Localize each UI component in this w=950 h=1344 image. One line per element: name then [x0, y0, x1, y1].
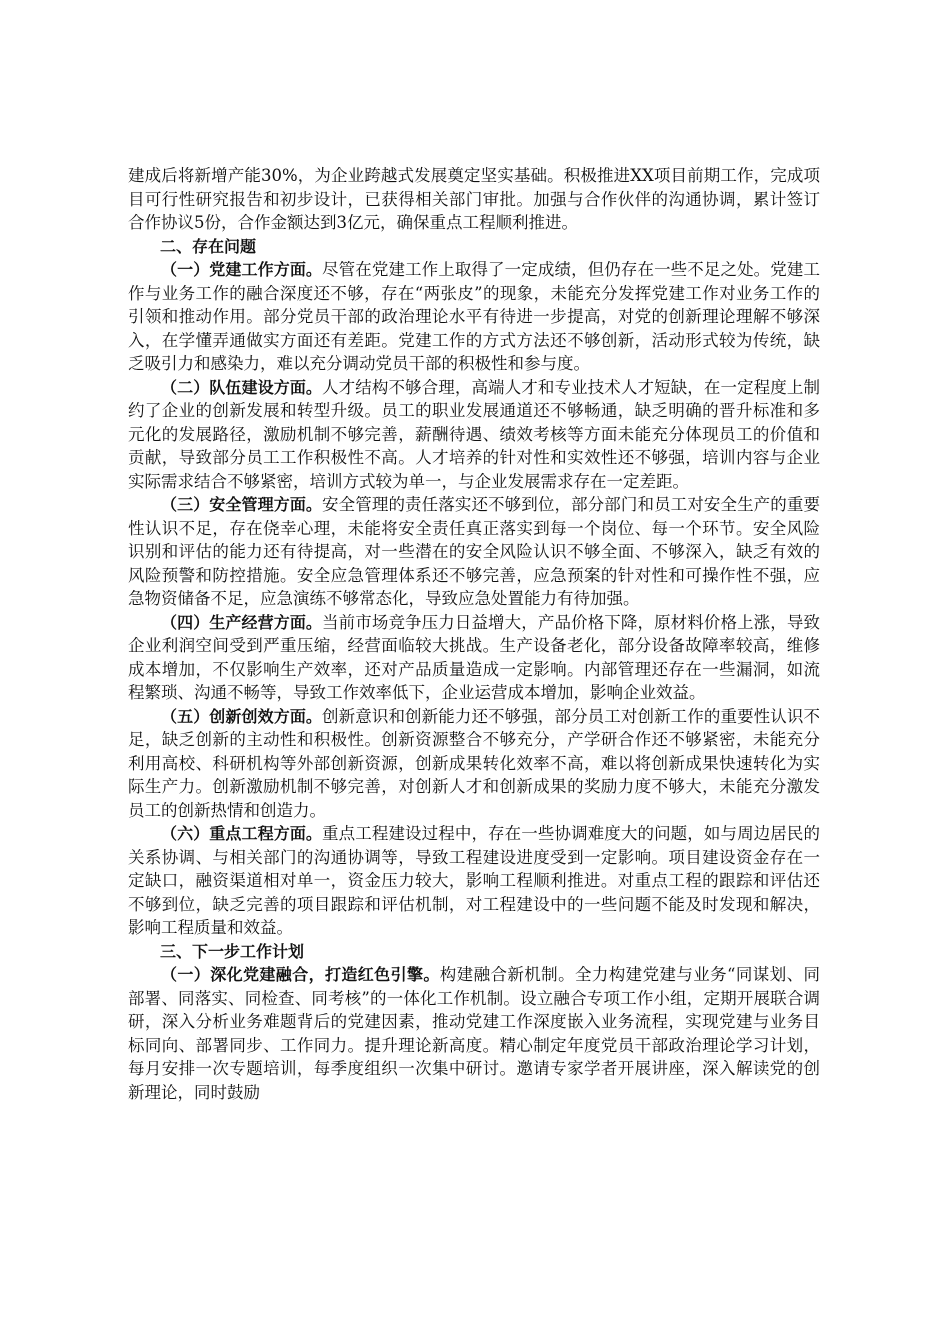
section-heading-problems: 二、存在问题 [160, 236, 257, 256]
paragraph-body: 尽管在党建工作上取得了一定成绩，但仍存在一些不足之处。党建工作与业务工作的融合深度还不够，存在“两张皮”的现象，未能充分发挥党建工作对业务工作的引领和推动作用。部分党员干部的政治理论水平有待进一步提高，对党的创新理论理解不够深入，在学懂弄通做实方面还有差距。党建工作的方式方法还不够创新，活动形式较为传统，缺乏吸引力和感染力，难以充分调动党员干部的积极性和参与度。 [128, 260, 820, 373]
problem-team-building [128, 376, 820, 494]
plan-party-integration [128, 963, 820, 1104]
problem-key-projects [128, 822, 820, 940]
paragraph-lead: （三）安全管理方面。 [161, 495, 323, 514]
problem-innovation [128, 705, 820, 823]
paragraph-lead: （一）深化党建融合，打造红色引擎。 [161, 965, 440, 984]
document-page [128, 164, 820, 1104]
problem-safety-management [128, 493, 820, 611]
paragraph-lead: （一）党建工作方面。 [161, 260, 323, 279]
paragraph-lead: （四）生产经营方面。 [161, 612, 323, 632]
paragraph-body: 当前市场竞争压力日益增大，产品价格下降，原材料价格上涨，导致企业利润空间受到严重压缩，经营面临较大挑战。生产设备老化，部分设备故障率较高，维修成本增加，不仅影响生产效率，还对产品质量造成一定影响。内部管理还存在一些漏洞，如流程繁琐、沟通不畅等，导致工作效率低下，企业运营成本增加，影响企业效益。 [128, 612, 820, 702]
section-heading-next-plan: 三、下一步工作计划 [160, 941, 305, 961]
problem-party-building [128, 258, 820, 376]
paragraph-body: 构建融合新机制。全力构建党建与业务“同谋划、同部署、同落实、同检查、同考核”的一体化工作机制。设立融合专项工作小组，定期开展联合调研，深入分析业务难题背后的党建因素，推动党建工作深度嵌入业务流程，实现党建与业务目标同向、部署同步、工作同力。提升理论新高度。精心制定年度党员干部政治理论学习计划，每月安排一次专题培训，每季度组织一次集中研讨。邀请专家学者开展讲座，深入解读党的创新理论，同时鼓励 [128, 965, 820, 1102]
paragraph-body: 人才结构不够合理，高端人才和专业技术人才短缺，在一定程度上制约了企业的创新发展和转型升级。员工的职业发展通道还不够畅通，缺乏明确的晋升标准和多元化的发展路径，激励机制不够完善，薪酬待遇、绩效考核等方面未能充分体现员工的价值和贡献，导致部分员工工作积极性不高。人才培养的针对性和实效性还不够强，培训内容与企业实际需求结合不够紧密，培训方式较为单一，与企业发展需求存在一定差距。 [128, 377, 820, 491]
problem-production-operation [128, 611, 820, 705]
paragraph-body: 创新意识和创新能力还不够强，部分员工对创新工作的重要性认识不足，缺乏创新的主动性和积极性。创新资源整合不够充分，产学研合作还不够紧密，未能充分利用高校、科研机构等外部创新资源，创新成果转化效率不高，难以将创新成果快速转化为实际生产力。创新激励机制不够完善，对创新人才和创新成果的奖励力度不够大，未能充分激发员工的创新热情和创造力。 [128, 706, 820, 820]
paragraph-body: 重点工程建设过程中，存在一些协调难度大的问题，如与周边居民的关系协调、与相关部门的沟通协调等，导致工程建设进度受到一定影响。项目建设资金存在一定缺口，融资渠道相对单一，资金压力较大，影响工程顺利推进。对重点工程的跟踪和评估还不够到位，缺乏完善的项目跟踪和评估机制，对工程建设中的一些问题不能及时发现和解决，影响工程质量和效益。 [128, 824, 820, 937]
paragraph-lead: （六）重点工程方面。 [161, 824, 323, 843]
paragraph-lead: （二）队伍建设方面。 [161, 377, 323, 397]
paragraph-body: 安全管理的责任落实还不够到位，部分部门和员工对安全生产的重要性认识不足，存在侥幸心理，未能将安全责任真正落实到每一个岗位、每一个环节。安全风险识别和评估的能力还有待提高，对一些潜在的安全风险认识不够全面、不够深入，缺乏有效的风险预警和防控措施。安全应急管理体系还不够完善，应急预案的针对性和可操作性不强，应急物资储备不足，应急演练不够常态化，导致应急处置能力有待加强。 [128, 495, 820, 608]
paragraph-lead: （五）创新创效方面。 [161, 706, 323, 726]
intro-paragraph: 建成后将新增产能30%，为企业跨越式发展奠定坚实基础。积极推进XX项目前期工作，完成项目可行性研究报告和初步设计，已获得相关部门审批。加强与合作伙伴的沟通协调，累计签订合作协议5份，合作金额达到3亿元，确保重点工程顺利推进。 [128, 166, 820, 232]
